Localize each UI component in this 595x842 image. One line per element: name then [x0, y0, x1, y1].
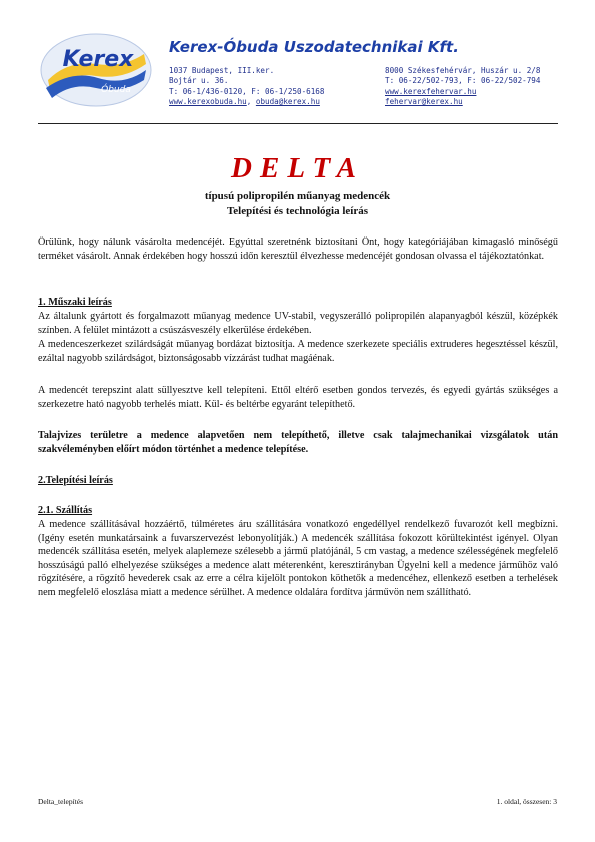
- intro-paragraph: Örülünk, hogy nálunk vásárolta medencéjét. Egyúttal szeretnénk biztosítani Önt, hogy kategóriájában kimagasló minőségű terméket vásárolt. Annak érdekében hogy hosszú időn keresztül élvezhesse medencéjét gondosan olvassa el tájékoztatónkat.: [38, 237, 558, 262]
- document-subtitle: típusú polipropilén műanyag medencék: [204, 190, 391, 202]
- company-name: Kerex-Óbuda Uszodatechnikai Kft.: [169, 38, 459, 56]
- logo-text: Kerex: [62, 47, 134, 72]
- address-right: [385, 66, 540, 108]
- section-1-paragraph-1: Az általunk gyártott és forgalmazott műanyag medence UV-stabil, vegyszerálló polipropilén alapanyagból készül, középkék színben. A felület mintázott a csúszásveszély elkerülése érdekében.: [38, 311, 558, 336]
- address-left-city: 1037 Budapest, III.ker.: [169, 66, 275, 75]
- logo-subtext: Óbuda: [101, 85, 131, 95]
- section-2-1-paragraph: A medence szállításával hozzáértő, túlméretes áru szállítására vonatkozó engedéllyel rendelkező fuvarozót kell megbízni. (Igény esetén munkatársaink a fuvarszervezést lebonyolítják.) A medencék szállítása fokozott körültekintést igényel. Olyan medencék szállítása esetén, melyek alaplemeze szélesebb a jármű platójánál, 5 cm vastag, a medence szélességének megfelelő hosszúságú palló elhelyezése szükséges a medence alatt méterenként, keresztirányban Ügyelni kell a medence járműhöz való rögzítésére, a rögzítő hevederek csak az erre a célra kijelölt pontokon köthetők a medencéhez, ellenkező esetben a terhelések nem megfelelő eloszlása miatt a medence sérülhet. A medence oldalára fordítva járművön nem szállítható.: [38, 519, 558, 598]
- section-1-paragraph-3: A medencét terepszint alatt süllyesztve kell telepíteni. Ettől eltérő esetben gondos tervezés, és egyedi gyártás szükséges a szerkezetre ható nagyobb terhelés miatt. Kül- és beltérbe egyaránt telepíthető.: [38, 385, 558, 410]
- website-link-obuda[interactable]: www.kerexobuda.hu: [169, 97, 247, 107]
- email-link-fehervar[interactable]: fehervar@kerex.hu: [385, 97, 463, 107]
- address-left-street: Bojtár u. 36.: [169, 76, 229, 86]
- section-1-heading: 1. Műszaki leírás: [38, 297, 112, 308]
- address-right-city: 8000 Székesfehérvár, Huszár u. 2/8: [385, 66, 541, 75]
- address-right-phone: T: 06-22/502-793, F: 06-22/502-794: [385, 76, 541, 86]
- footer-page-number: 1. oldal, összesen: 3: [496, 797, 557, 806]
- section-2-1-heading: 2.1. Szállítás: [38, 505, 93, 516]
- kerex-logo: [38, 30, 154, 108]
- document-title: DELTA: [231, 152, 364, 184]
- address-left: 1037 Budapest, III.ker. Bojtár u. 36. T: 06-1/436-0120, F: 06-1/250-6168 www.kerexobuda.hu, obuda@kerex.hu: [169, 66, 325, 107]
- email-link-obuda[interactable]: obuda@kerex.hu: [255, 97, 320, 107]
- header-divider: [38, 123, 558, 124]
- website-link-fehervar[interactable]: www.kerexfehervar.hu: [385, 86, 477, 96]
- section-1-paragraph-2: A medenceszerkezet szilárdságát műanyag bordázat biztosítja. A medence szerkezete speciális extruderes hegesztéssel készül, ezáltal nagyobb szilárdságot, biztonságosabb vízzárást tudhat magáénak.: [38, 339, 558, 364]
- section-1-paragraph-4: Talajvizes területre a medence alapvetően nem telepíthető, illetve csak talajmechanikai vizsgálatok után szakvéleményben előírt módon történhet a medence telepítése.: [38, 430, 558, 455]
- footer-filename: Delta_telepítés: [38, 797, 83, 806]
- address-left-phone: T: 06-1/436-0120, F: 06-1/250-6168: [169, 86, 325, 96]
- document-subtitle-2: Telepítési és technológia leírás: [226, 205, 369, 217]
- section-2-heading: 2.Telepítési leírás: [38, 475, 113, 486]
